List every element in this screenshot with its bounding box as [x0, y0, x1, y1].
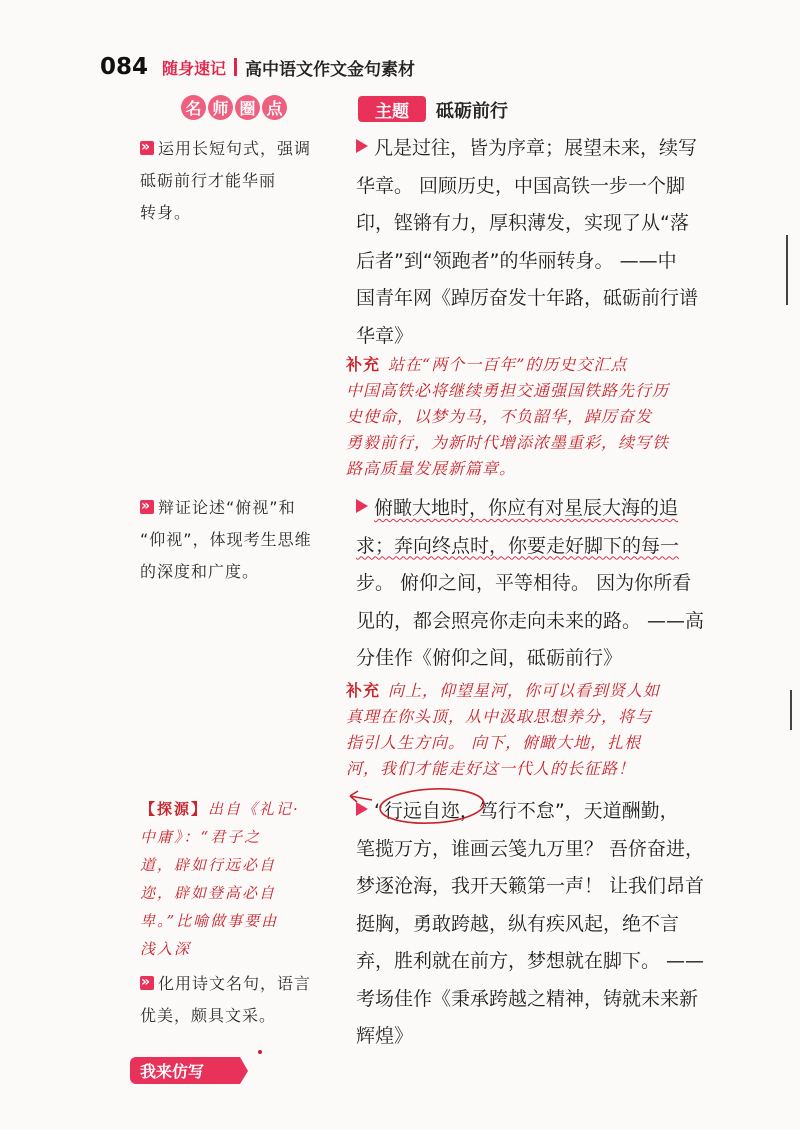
quote-line: 求；奔向终点时，你要走好脚下的每一	[356, 534, 680, 557]
series-name: 随身速记	[162, 58, 227, 78]
quote-line: 俯瞰大地时，你应有对星辰大海的追	[356, 490, 726, 528]
quote-line: 凡是过往，皆为序章；展望未来，续写	[356, 130, 726, 168]
book-title: 高中语文作文金句素材	[245, 59, 416, 80]
hand-line: 真理在你头顶，从中汲取思想养分，将与	[346, 707, 653, 726]
note-line: 的深度和广度。	[140, 562, 260, 581]
badge-char: 师	[208, 95, 233, 120]
hand-line: 河，我们才能走好这一代人的长征路！	[346, 759, 636, 778]
note-line: “仰视”，体现考生思维	[140, 530, 312, 549]
quote-line: 华章。 回顾历史，中国高铁一步一个脚	[356, 174, 686, 197]
badge-char: 圈	[235, 95, 260, 120]
badge-char: 名	[181, 95, 206, 120]
quote-line: 辉煌》	[356, 1025, 414, 1047]
badge-char: 点	[262, 95, 287, 120]
quote-line: 弃，胜利就在前方，梦想就在脚下。 ——	[356, 950, 705, 972]
hand-line: 指引人生方向。 向下，俯瞰大地，扎根	[346, 733, 642, 752]
note-text: 化用诗文名句，语言	[158, 974, 312, 993]
note-line: 转身。	[140, 203, 192, 222]
quote-line: 梦逐沧海，我开天籁第一声！ 让我们昂首	[356, 875, 705, 897]
explore-tag: 【探源】	[140, 800, 209, 818]
note-line: 优美，颇具文采。	[140, 1006, 277, 1025]
quote-line: 挺胸，勇敢跨越，纵有疾风起，绝不言	[356, 912, 680, 935]
explore-line: 【探源】出自《礼记·	[140, 800, 300, 818]
hand-label: 补充	[346, 355, 381, 374]
note-text: 运用长短句式，强调	[158, 139, 312, 158]
hand-line: 勇毅前行，为新时代增添浓墨重彩，续写铁	[346, 433, 670, 452]
theme-title: 砥砺前行	[436, 101, 508, 122]
page-crease	[790, 690, 792, 730]
hand-line: 补充 向上，仰望星河，你可以看到贤人如	[346, 681, 661, 700]
imitate-button[interactable]: 我来仿写	[130, 1057, 240, 1084]
theme-badge: 主题	[358, 96, 426, 122]
quote-line: 华章》	[356, 324, 414, 347]
quote-line: 见的，都会照亮你走向未来的路。 ——高	[356, 609, 705, 632]
quote-line: 步。 俯仰之间，平等相待。 因为你所看	[356, 572, 692, 594]
hand-line: 路高质量发展新篇章。	[346, 459, 517, 478]
quote-line: “行远自迩，笃行不怠”，天道酬勤，	[356, 793, 726, 831]
quote-line: 后者”到“领跑者”的华丽转身。 ——中	[356, 249, 677, 272]
hand-line: 中国高铁必将继续勇担交通强国铁路先行历	[346, 381, 670, 400]
explore-line: 卑。”比喻做事要由	[140, 912, 279, 930]
hand-line: 补充 站在“两个一百年”的历史交汇点	[346, 355, 628, 374]
quote-line: 笔揽万方，谁画云笺九万里？ 吾侪奋进，	[356, 837, 705, 860]
quote-line: 印，铿锵有力，厚积薄发，实现了从“落	[356, 212, 689, 234]
quote-line: 考场佳作《秉承跨越之精神，铸就未来新	[356, 987, 699, 1010]
page-crease	[786, 235, 788, 305]
quote-line: 国青年网《踔厉奋发十年路，砥砺前行谱	[356, 287, 699, 309]
note-text: 辩证论述“俯视”和	[158, 498, 296, 517]
explore-line: 中庸》：“君子之	[140, 828, 262, 846]
ink-dot	[258, 1050, 262, 1054]
explore-line: 浅入深	[140, 940, 192, 958]
explore-line: 道，辟如行远必自	[140, 856, 277, 874]
hand-label: 补充	[346, 681, 381, 700]
note-line: 砥砺前行才能华丽	[140, 171, 277, 190]
page-number: 084	[100, 54, 149, 80]
hand-line: 史使命，以梦为马，不负韶华，踔厉奋发	[346, 407, 653, 426]
quote-line: 分佳作《俯仰之间，砥砺前行》	[356, 647, 623, 669]
explore-line: 迩，辟如登高必自	[140, 884, 277, 902]
